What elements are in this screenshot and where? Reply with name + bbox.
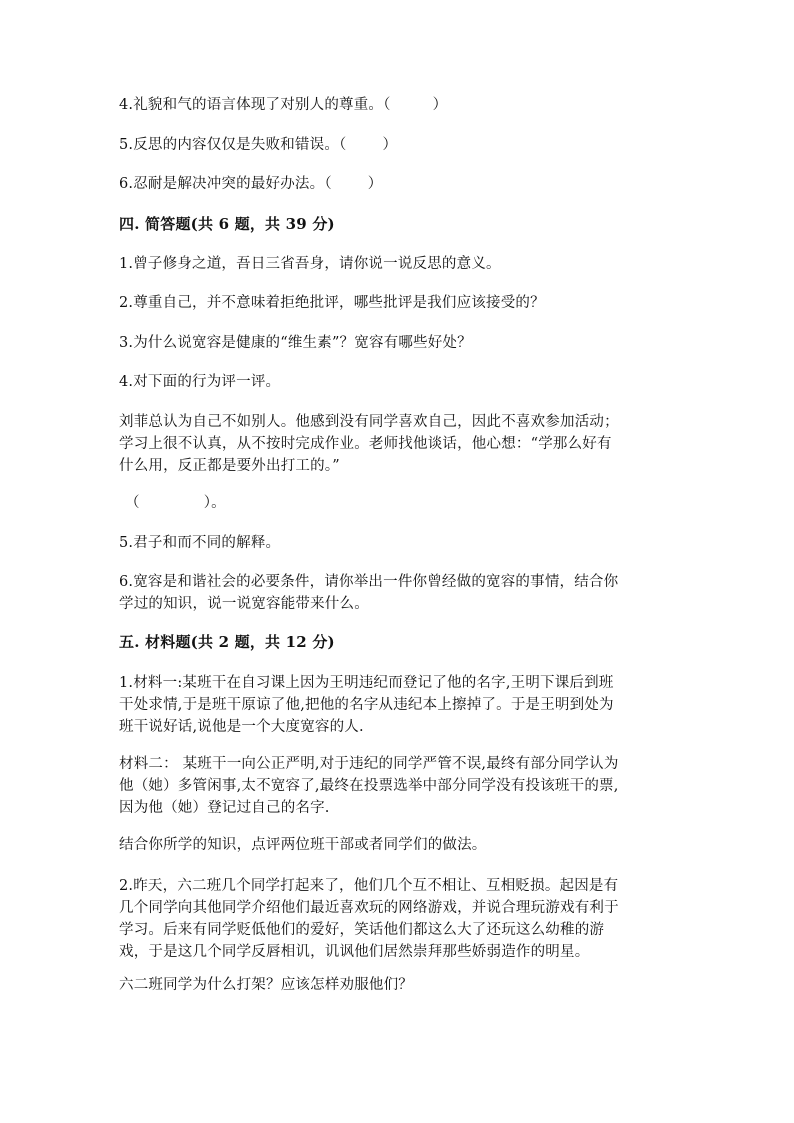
material-2-line-1: 材料二： 某班干一向公正严明,对于违纪的同学严管不误,最终有部分同学认为 bbox=[119, 756, 619, 772]
short-answer-q1: 1.曾子修身之道，吾日三省吾身，请你说一说反思的意义。 bbox=[119, 256, 501, 272]
material-1-line-3: 班干说好话,说他是一个大度宽容的人. bbox=[119, 719, 364, 735]
q4-passage-line-1: 刘菲总认为自己不如别人。他感到没有同学喜欢自己，因此不喜欢参加活动； bbox=[119, 414, 619, 430]
q4-blank-close: ）。 bbox=[203, 495, 226, 511]
judgment-item-6-text: 6.忍耐是解决冲突的最好办法。（ bbox=[119, 176, 332, 192]
short-answer-q5: 5.君子和而不同的解释。 bbox=[119, 535, 281, 551]
material-q2-line-3: 学习。后来有同学贬低他们的爱好，笑话他们都这么大了还玩这么幼稚的游 bbox=[119, 922, 605, 938]
material-question: 结合你所学的知识，点评两位班干部或者同学们的做法。 bbox=[119, 837, 487, 853]
short-answer-q4: 4.对下面的行为评一评。 bbox=[119, 374, 281, 390]
short-answer-q2: 2.尊重自己，并不意味着拒绝批评，哪些批评是我们应该接受的？ bbox=[119, 295, 545, 311]
material-q2-question: 六二班同学为什么打架？应该怎样劝服他们？ bbox=[119, 977, 413, 993]
material-2-line-2: 他（她）多管闲事,太不宽容了,最终在投票选举中部分同学没有投该班干的票, bbox=[119, 778, 619, 794]
section-5-heading: 五. 材料题(共 2 题，共 12 分) bbox=[119, 633, 335, 651]
judgment-item-6 bbox=[119, 174, 383, 194]
judgment-item-4 bbox=[119, 95, 447, 115]
q4-answer-blank-row bbox=[125, 493, 226, 513]
q4-blank-open: （ bbox=[125, 495, 140, 511]
q4-passage-line-2: 学习上很不认真，从不按时完成作业。老师找他谈话，他心想：“学那么好有 bbox=[119, 436, 612, 452]
judgment-item-6-close: ） bbox=[367, 176, 383, 192]
judgment-item-5-text: 5.反思的内容仅仅是失败和错误。（ bbox=[119, 137, 347, 153]
short-answer-q6-line-2: 学过的知识，说一说宽容能带来什么。 bbox=[119, 596, 369, 612]
material-q2-line-1: 2.昨天，六二班几个同学打起来了，他们几个互不相让、互相贬损。起因是有 bbox=[119, 878, 619, 894]
section-4-heading: 四. 简答题(共 6 题，共 39 分) bbox=[119, 215, 335, 233]
material-1-line-2: 干处求情,于是班干原谅了他,把他的名字从违纪本上擦掉了。于是王明到处为 bbox=[119, 697, 614, 713]
judgment-item-4-text: 4.礼貌和气的语言体现了对别人的尊重。（ bbox=[119, 97, 391, 113]
short-answer-q6-line-1: 6.宽容是和谐社会的必要条件，请你举出一件你曾经做的宽容的事情，结合你 bbox=[119, 574, 619, 590]
judgment-item-5 bbox=[119, 135, 397, 155]
material-q2-line-2: 几个同学向其他同学介绍他们最近喜欢玩的网络游戏，并说合理玩游戏有利于 bbox=[119, 900, 619, 916]
judgment-item-5-close: ） bbox=[382, 137, 398, 153]
material-q2-line-4: 戏，于是这几个同学反唇相讥，讥讽他们居然崇拜那些娇弱造作的明星。 bbox=[119, 944, 590, 960]
judgment-item-4-close: ） bbox=[432, 97, 448, 113]
material-1-line-1: 1.材料一:某班干在自习课上因为王明违纪而登记了他的名字,王明下课后到班 bbox=[119, 675, 614, 691]
short-answer-q3: 3.为什么说宽容是健康的“维生素”？宽容有哪些好处？ bbox=[119, 335, 472, 351]
material-2-line-3: 因为他（她）登记过自己的名字. bbox=[119, 800, 330, 816]
q4-passage-line-3: 什么用，反正都是要外出打工的。” bbox=[119, 458, 340, 474]
